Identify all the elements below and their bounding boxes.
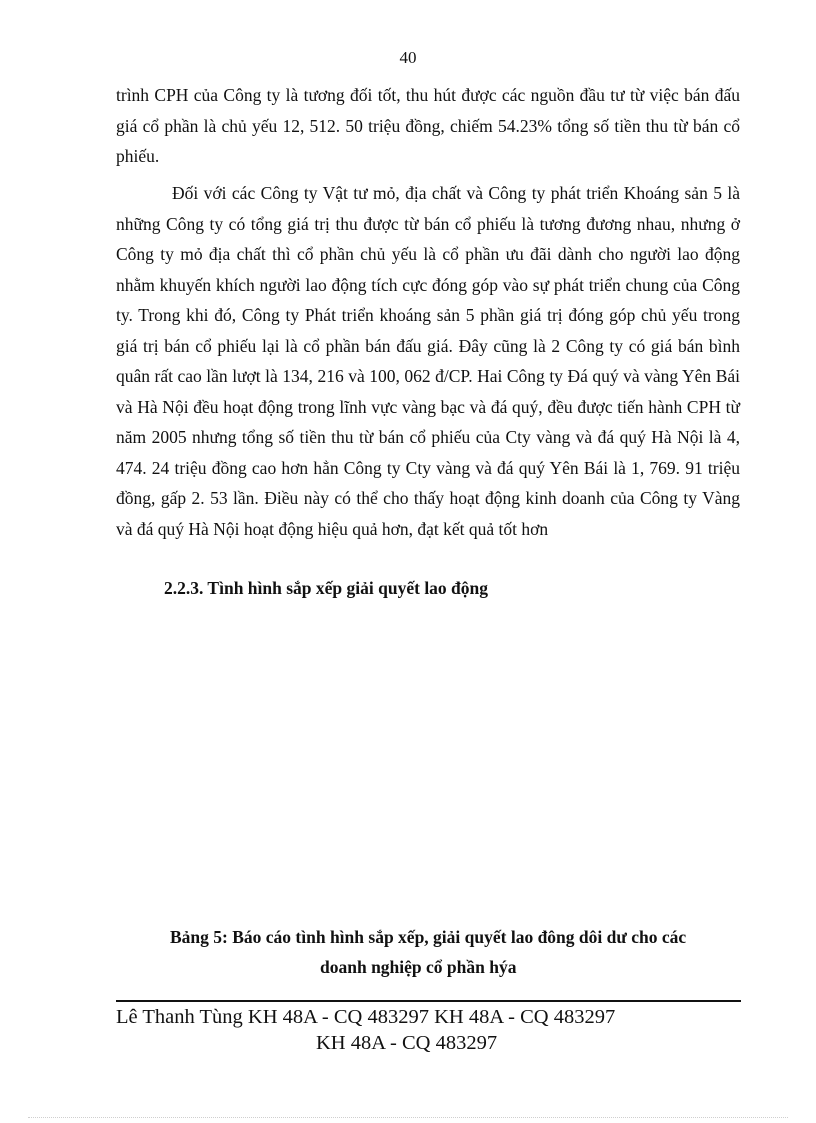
table-caption-line-2: doanh nghiệp cổ phần hýa [320, 957, 517, 977]
footer-line-1: Lê Thanh Tùng KH 48A - CQ 483297 KH 48A - CQ 483297 [116, 1006, 616, 1028]
footer-line-2: KH 48A - CQ 483297 [316, 1032, 498, 1054]
page-edge-divider [28, 1117, 788, 1118]
footer [116, 1004, 676, 1056]
footer-divider [116, 1000, 741, 1002]
table-caption [116, 922, 740, 982]
section-heading: 2.2.3. Tình hình sắp xếp giải quyết lao động [164, 578, 489, 598]
page-number: 40 [399, 48, 417, 67]
paragraph-comparison: Đối với các Công ty Vật tư mỏ, địa chất và Công ty phát triển Khoáng sản 5 là những Công ty có tổng giá trị thu được từ bán cổ phiếu là tương đương nhau, nhưng ở Công ty mỏ địa chất thì cổ phần chủ yếu là cổ phần ưu đãi dành cho người lao động nhằm khuyến khích người lao động tích cực đóng góp vào sự phát triển chung của Công ty. Trong khi đó, Công ty Phát triển khoáng sản 5 phần giá trị đóng góp chủ yếu trong giá trị bán cổ phiếu lại là cổ phần bán đấu giá. Đây cũng là 2 Công ty có giá bán bình quân rất cao lần lượt là 134, 216 và 100, 062 đ/CP. Hai Công ty Đá quý và vàng Yên Bái và Hà Nội đều hoạt động trong lĩnh vực vàng bạc và đá quý, đều được tiến hành CPH từ năm 2005 nhưng tổng số tiền thu từ bán cổ phiếu của Cty vàng và đá quý Hà Nội là 4, 474. 24 triệu đồng cao hơn hẳn Công ty Cty vàng và đá quý Yên Bái là 1, 769. 91 triệu đồng, gấp 2. 53 lần. Điều này có thể cho thấy hoạt động kinh doanh của Công ty Vàng và đá quý Hà Nội hoạt động hiệu quả hơn, đạt kết quả tốt hơn [116, 183, 740, 539]
paragraph-intro: trình CPH của Công ty là tương đối tốt, thu hút được các nguồn đầu tư từ việc bán đấu giá cổ phần là chủ yếu 12, 512. 50 triệu đồng, chiếm 54.23% tổng số tiền thu từ bán cổ phiếu. [116, 85, 740, 166]
table-caption-line-1: Bảng 5: Báo cáo tình hình sắp xếp, giải quyết lao đông dôi dư cho các [170, 927, 687, 947]
